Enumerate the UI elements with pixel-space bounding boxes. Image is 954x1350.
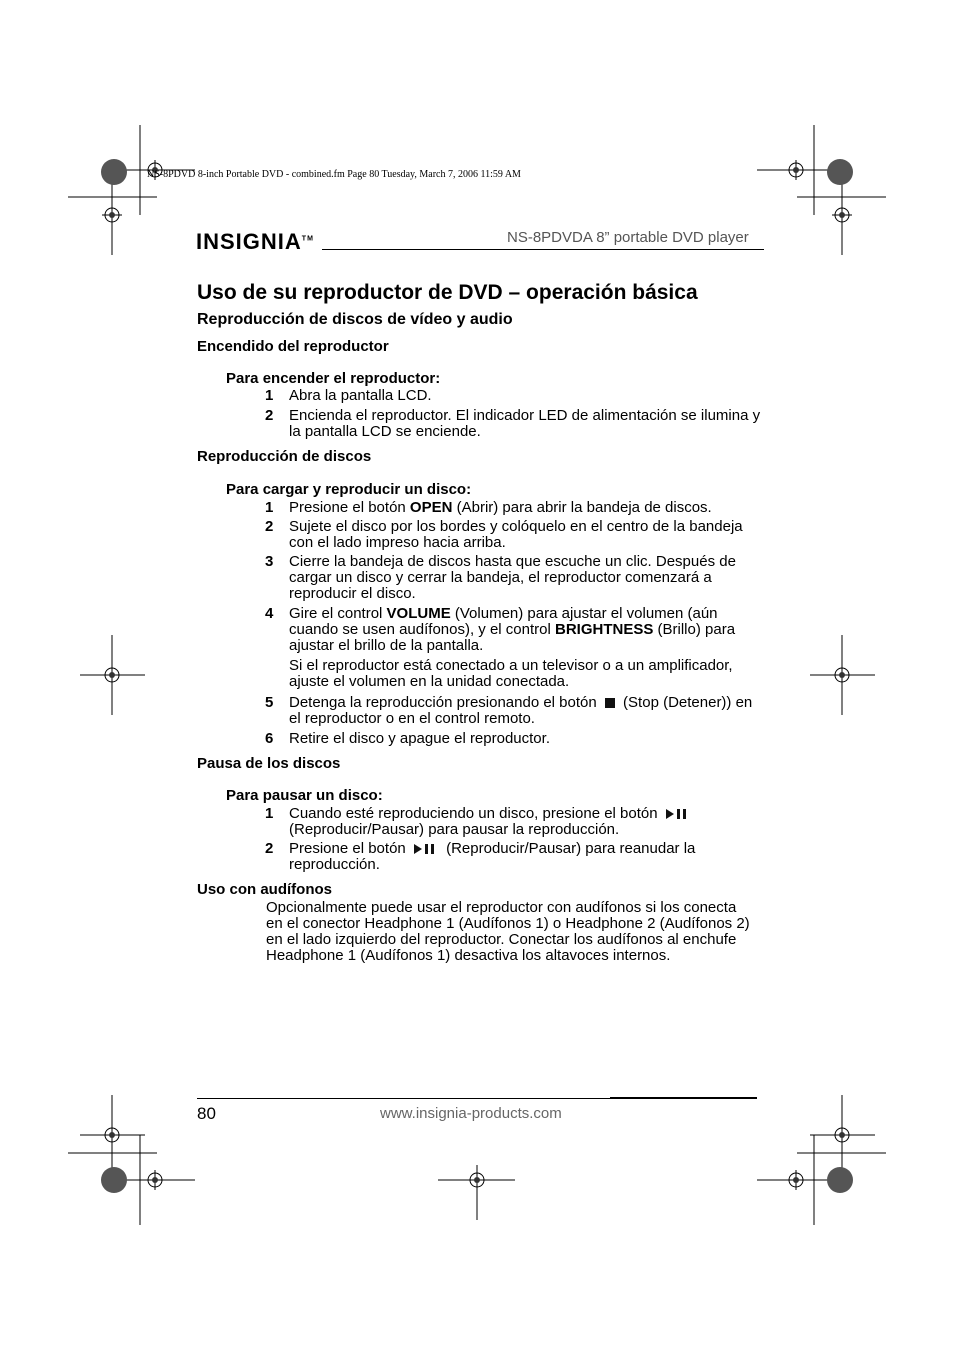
- step-number: 1: [265, 499, 274, 516]
- footer-url: www.insignia-products.com: [380, 1105, 562, 1122]
- procedure-heading-pause: Para pausar un disco:: [226, 787, 383, 804]
- step-text-part: (Abrir) para abrir la bandeja de discos.: [452, 499, 712, 516]
- step-text: [289, 500, 765, 516]
- step-text-part: Presione el botón: [289, 499, 410, 516]
- step-text-part: (Reproducir/Pausar) para reanudar la reproducción.: [289, 840, 696, 873]
- play-pause-icon: [666, 808, 690, 820]
- step-text-part: Presione el botón: [289, 840, 410, 857]
- section-heading-headphones: Uso con audífonos: [197, 881, 332, 898]
- logo-text: INSIGNIA: [196, 229, 302, 254]
- step-text: Encienda el reproductor. El indicador LED de alimentación se ilumina y la pantalla LCD se enciende.: [289, 407, 761, 440]
- insignia-logo: [196, 229, 314, 255]
- play-pause-icon: [414, 843, 438, 855]
- list-item: [265, 519, 765, 551]
- list-item: [265, 408, 765, 440]
- step-number: 2: [265, 407, 274, 424]
- step-number: 4: [265, 605, 274, 622]
- step-text-part: (Brillo) para ajustar el brillo de la pantalla.: [289, 621, 736, 654]
- section-heading-pause: Pausa de los discos: [197, 755, 341, 772]
- section-heading-power: Encendido del reproductor: [197, 338, 389, 355]
- footer-rule-accent: [610, 1097, 757, 1099]
- step-text-part: (Volumen) para ajustar el volumen (aún cuando se usen audífonos), y el control: [289, 605, 718, 638]
- step-text: Sujete el disco por los bordes y colóquelo en el centro de la bandeja con el lado impreso hacia arriba.: [289, 518, 743, 551]
- header-rule: [322, 249, 764, 250]
- list-item: [265, 841, 765, 873]
- step-text: [289, 606, 765, 654]
- procedure-heading-power: Para encender el reproductor:: [226, 370, 441, 387]
- stop-icon: [605, 698, 615, 708]
- step-number: 2: [265, 840, 274, 857]
- section-heading-play: Reproducción de discos: [197, 448, 372, 465]
- note-paragraph: Si el reproductor está conectado a un televisor o a un amplificador, ajuste el volumen en la unidad conectada.: [289, 657, 733, 690]
- list-item: [265, 806, 765, 838]
- step-text-part: Cuando esté reproduciendo un disco, presione el botón: [289, 805, 662, 822]
- list-item: [265, 606, 765, 654]
- open-button-label: OPEN: [409, 499, 453, 516]
- page-subtitle: Reproducción de discos de vídeo y audio: [197, 311, 513, 328]
- step-number: 3: [265, 553, 274, 570]
- list-item: [265, 695, 765, 727]
- step-text: Abra la pantalla LCD.: [289, 387, 432, 404]
- volume-control-label: VOLUME: [386, 605, 451, 622]
- page-title: Uso de su reproductor de DVD – operación básica: [197, 281, 698, 304]
- step-number: 1: [265, 387, 274, 404]
- page-number: 80: [197, 1104, 216, 1123]
- step-text: [289, 841, 765, 873]
- step-text: [289, 806, 765, 838]
- step-text-part: (Reproducir/Pausar) para pausar la reproducción.: [289, 821, 620, 838]
- step-text-part: Gire el control: [289, 605, 387, 622]
- step-text-part: Detenga la reproducción presionando el botón: [289, 694, 601, 711]
- step-number: 2: [265, 518, 274, 535]
- list-item: [265, 554, 765, 602]
- brightness-control-label: BRIGHTNESS: [555, 621, 654, 638]
- headphones-paragraph: Opcionalmente puede usar el reproductor con audífonos si los conecta en el conector Headphone 1 (Audífonos 1) o Headphone 2 (Audífonos 2) en el lado izquierdo del reproductor. Conectar los audífonos al enchufe Headphone 1 (Audífonos 1) desactiva los altavoces internos.: [266, 899, 750, 964]
- step-text: Cierre la bandeja de discos hasta que escuche un clic. Después de cargar un disco y cerrar la bandeja, el reproductor comenzará a reproducir el disco.: [289, 553, 736, 602]
- list-item: [265, 388, 765, 404]
- running-head: NS-8PDVDA 8” portable DVD player: [507, 229, 749, 246]
- procedure-heading-play: Para cargar y reproducir un disco:: [226, 481, 472, 498]
- logo-trademark: TM: [301, 235, 314, 243]
- step-text: [289, 695, 765, 727]
- step-number: 1: [265, 805, 274, 822]
- list-item: [265, 731, 765, 747]
- step-text-part: (Stop (Detener)) en el reproductor o en el control remoto.: [289, 694, 753, 727]
- step-text: Retire el disco y apague el reproductor.: [289, 730, 550, 747]
- print-header: NS-8PDVD 8-inch Portable DVD - combined.fm Page 80 Tuesday, March 7, 2006 11:59 AM: [147, 169, 521, 180]
- step-number: 6: [265, 730, 274, 747]
- list-item: [265, 500, 765, 516]
- step-number: 5: [265, 694, 274, 711]
